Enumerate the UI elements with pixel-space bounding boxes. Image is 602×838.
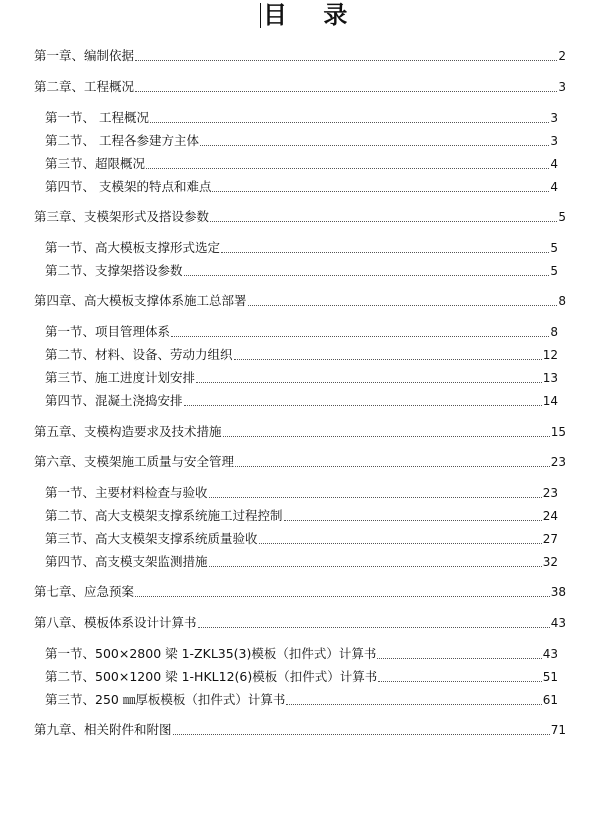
toc-section-entry[interactable]: [45, 690, 558, 708]
dot-leader: [235, 466, 550, 467]
dot-leader: [221, 252, 549, 253]
toc-entry-label: 第一节、高大模板支撑形式选定: [45, 240, 221, 255]
toc-section-entry[interactable]: [45, 238, 558, 256]
toc-entry-page-number: 8: [550, 325, 558, 339]
toc-chapter-entry[interactable]: [34, 452, 566, 470]
toc-section-entry[interactable]: [45, 154, 558, 172]
toc-entry-label: 第二节、 工程各参建方主体: [45, 133, 199, 148]
toc-entry-label: 第二节、材料、设备、劳动力组织: [45, 347, 233, 362]
dot-leader: [135, 60, 557, 61]
toc-entry-page-number: 23: [542, 486, 558, 500]
toc-section-entry[interactable]: [45, 529, 558, 547]
dot-leader: [212, 191, 549, 192]
toc-section-entry[interactable]: [45, 345, 558, 363]
toc-entry-page-number: 13: [542, 371, 558, 385]
toc-entry-label: 第九章、相关附件和附图: [34, 722, 172, 737]
toc-entry-label: 第六章、支模架施工质量与安全管理: [34, 454, 235, 469]
toc-chapter-entry[interactable]: [34, 582, 566, 600]
toc-section-entry[interactable]: [45, 177, 558, 195]
toc-entry-page-number: 4: [550, 180, 558, 194]
toc-section-entry[interactable]: [45, 667, 558, 685]
toc-entry-page-number: 38: [550, 585, 566, 599]
toc-entry-label: 第四节、高支模支架监测措施: [45, 554, 208, 569]
toc-entry-label: 第一节、 工程概况: [45, 110, 149, 125]
toc-entry-page-number: 4: [550, 157, 558, 171]
toc-chapter-entry[interactable]: [34, 422, 566, 440]
toc-entry-label: 第七章、应急预案: [34, 584, 135, 599]
toc-section-entry[interactable]: [45, 108, 558, 126]
toc-entry-label: 第二节、高大支模架支撑系统施工过程控制: [45, 508, 283, 523]
dot-leader: [223, 436, 550, 437]
toc-entry-page-number: 5: [550, 241, 558, 255]
toc-chapter-entry[interactable]: [34, 77, 566, 95]
toc-entry-page-number: 43: [550, 616, 566, 630]
toc-entry-label: 第八章、模板体系设计计算书: [34, 615, 197, 630]
toc-chapter-entry[interactable]: [34, 207, 566, 225]
toc-chapter-entry[interactable]: [34, 291, 566, 309]
dot-leader: [200, 145, 549, 146]
toc-entry-page-number: 5: [550, 264, 558, 278]
toc-entry-page-number: 8: [558, 294, 566, 308]
toc-entry-label: 第三章、支模架形式及搭设参数: [34, 209, 210, 224]
toc-entry-label: 第四节、 支模架的特点和难点: [45, 179, 212, 194]
dot-leader: [209, 566, 542, 567]
toc-entry-label: 第一章、编制依据: [34, 48, 135, 63]
toc-entry-label: 第三节、250 ㎜厚板模板（扣件式）计算书: [45, 692, 286, 707]
toc-section-entry[interactable]: [45, 483, 558, 501]
toc-entry-label: 第二节、支撑架搭设参数: [45, 263, 183, 278]
dot-leader: [286, 704, 541, 705]
dot-leader: [259, 543, 542, 544]
toc-entry-label: 第五章、支模构造要求及技术措施: [34, 424, 222, 439]
toc-entry-page-number: 24: [542, 509, 558, 523]
toc-entry-label: 第三节、施工进度计划安排: [45, 370, 196, 385]
toc-entry-page-number: 15: [550, 425, 566, 439]
dot-leader: [146, 168, 549, 169]
toc-entry-label: 第一节、500×2800 梁 1-ZKL35(3)模板（扣件式）计算书: [45, 646, 377, 661]
toc-section-entry[interactable]: [45, 644, 558, 662]
dot-leader: [210, 221, 557, 222]
toc-entry-label: 第四节、混凝土浇捣安排: [45, 393, 183, 408]
toc-entry-page-number: 61: [542, 693, 558, 707]
toc-section-entry[interactable]: [45, 552, 558, 570]
dot-leader: [150, 122, 549, 123]
toc-entry-label: 第一节、项目管理体系: [45, 324, 171, 339]
toc-chapter-entry[interactable]: [34, 613, 566, 631]
dot-leader: [284, 520, 542, 521]
toc-entry-page-number: 14: [542, 394, 558, 408]
dot-leader: [196, 382, 542, 383]
dot-leader: [198, 627, 550, 628]
toc-entry-page-number: 23: [550, 455, 566, 469]
toc-section-entry[interactable]: [45, 131, 558, 149]
toc-entry-page-number: 3: [558, 80, 566, 94]
dot-leader: [209, 497, 542, 498]
toc-entry-label: 第三节、高大支模架支撑系统质量验收: [45, 531, 258, 546]
toc-section-entry[interactable]: [45, 506, 558, 524]
toc-entry-label: 第二章、工程概况: [34, 79, 135, 94]
dot-leader: [378, 681, 541, 682]
toc-entry-page-number: 3: [550, 134, 558, 148]
dot-leader: [248, 305, 558, 306]
toc-entry-label: 第二节、500×1200 梁 1-HKL12(6)模板（扣件式）计算书: [45, 669, 378, 684]
toc-chapter-entry[interactable]: [34, 46, 566, 64]
dot-leader: [135, 91, 557, 92]
toc-entry-page-number: 51: [542, 670, 558, 684]
toc-entry-page-number: 43: [542, 647, 558, 661]
toc-entry-label: 第一节、主要材料检查与验收: [45, 485, 208, 500]
dot-leader: [234, 359, 542, 360]
toc-entry-page-number: 12: [542, 348, 558, 362]
toc-entry-page-number: 71: [550, 723, 566, 737]
dot-leader: [184, 275, 550, 276]
dot-leader: [377, 658, 541, 659]
dot-leader: [184, 405, 542, 406]
toc-entry-page-number: 3: [550, 111, 558, 125]
toc-entry-page-number: 2: [558, 49, 566, 63]
dot-leader: [173, 734, 550, 735]
toc-entry-label: 第四章、高大模板支撑体系施工总部署: [34, 293, 247, 308]
toc-entry-page-number: 5: [558, 210, 566, 224]
toc-section-entry[interactable]: [45, 391, 558, 409]
dot-leader: [135, 596, 550, 597]
toc-entry-page-number: 27: [542, 532, 558, 546]
toc-section-entry[interactable]: [45, 261, 558, 279]
toc-section-entry[interactable]: [45, 368, 558, 386]
dot-leader: [171, 336, 549, 337]
toc-entry-page-number: 32: [542, 555, 558, 569]
toc-entry-label: 第三节、超限概况: [45, 156, 146, 171]
toc-section-entry[interactable]: [45, 322, 558, 340]
toc-chapter-entry[interactable]: [34, 720, 566, 738]
page-title-text: 目 录: [263, 0, 362, 29]
